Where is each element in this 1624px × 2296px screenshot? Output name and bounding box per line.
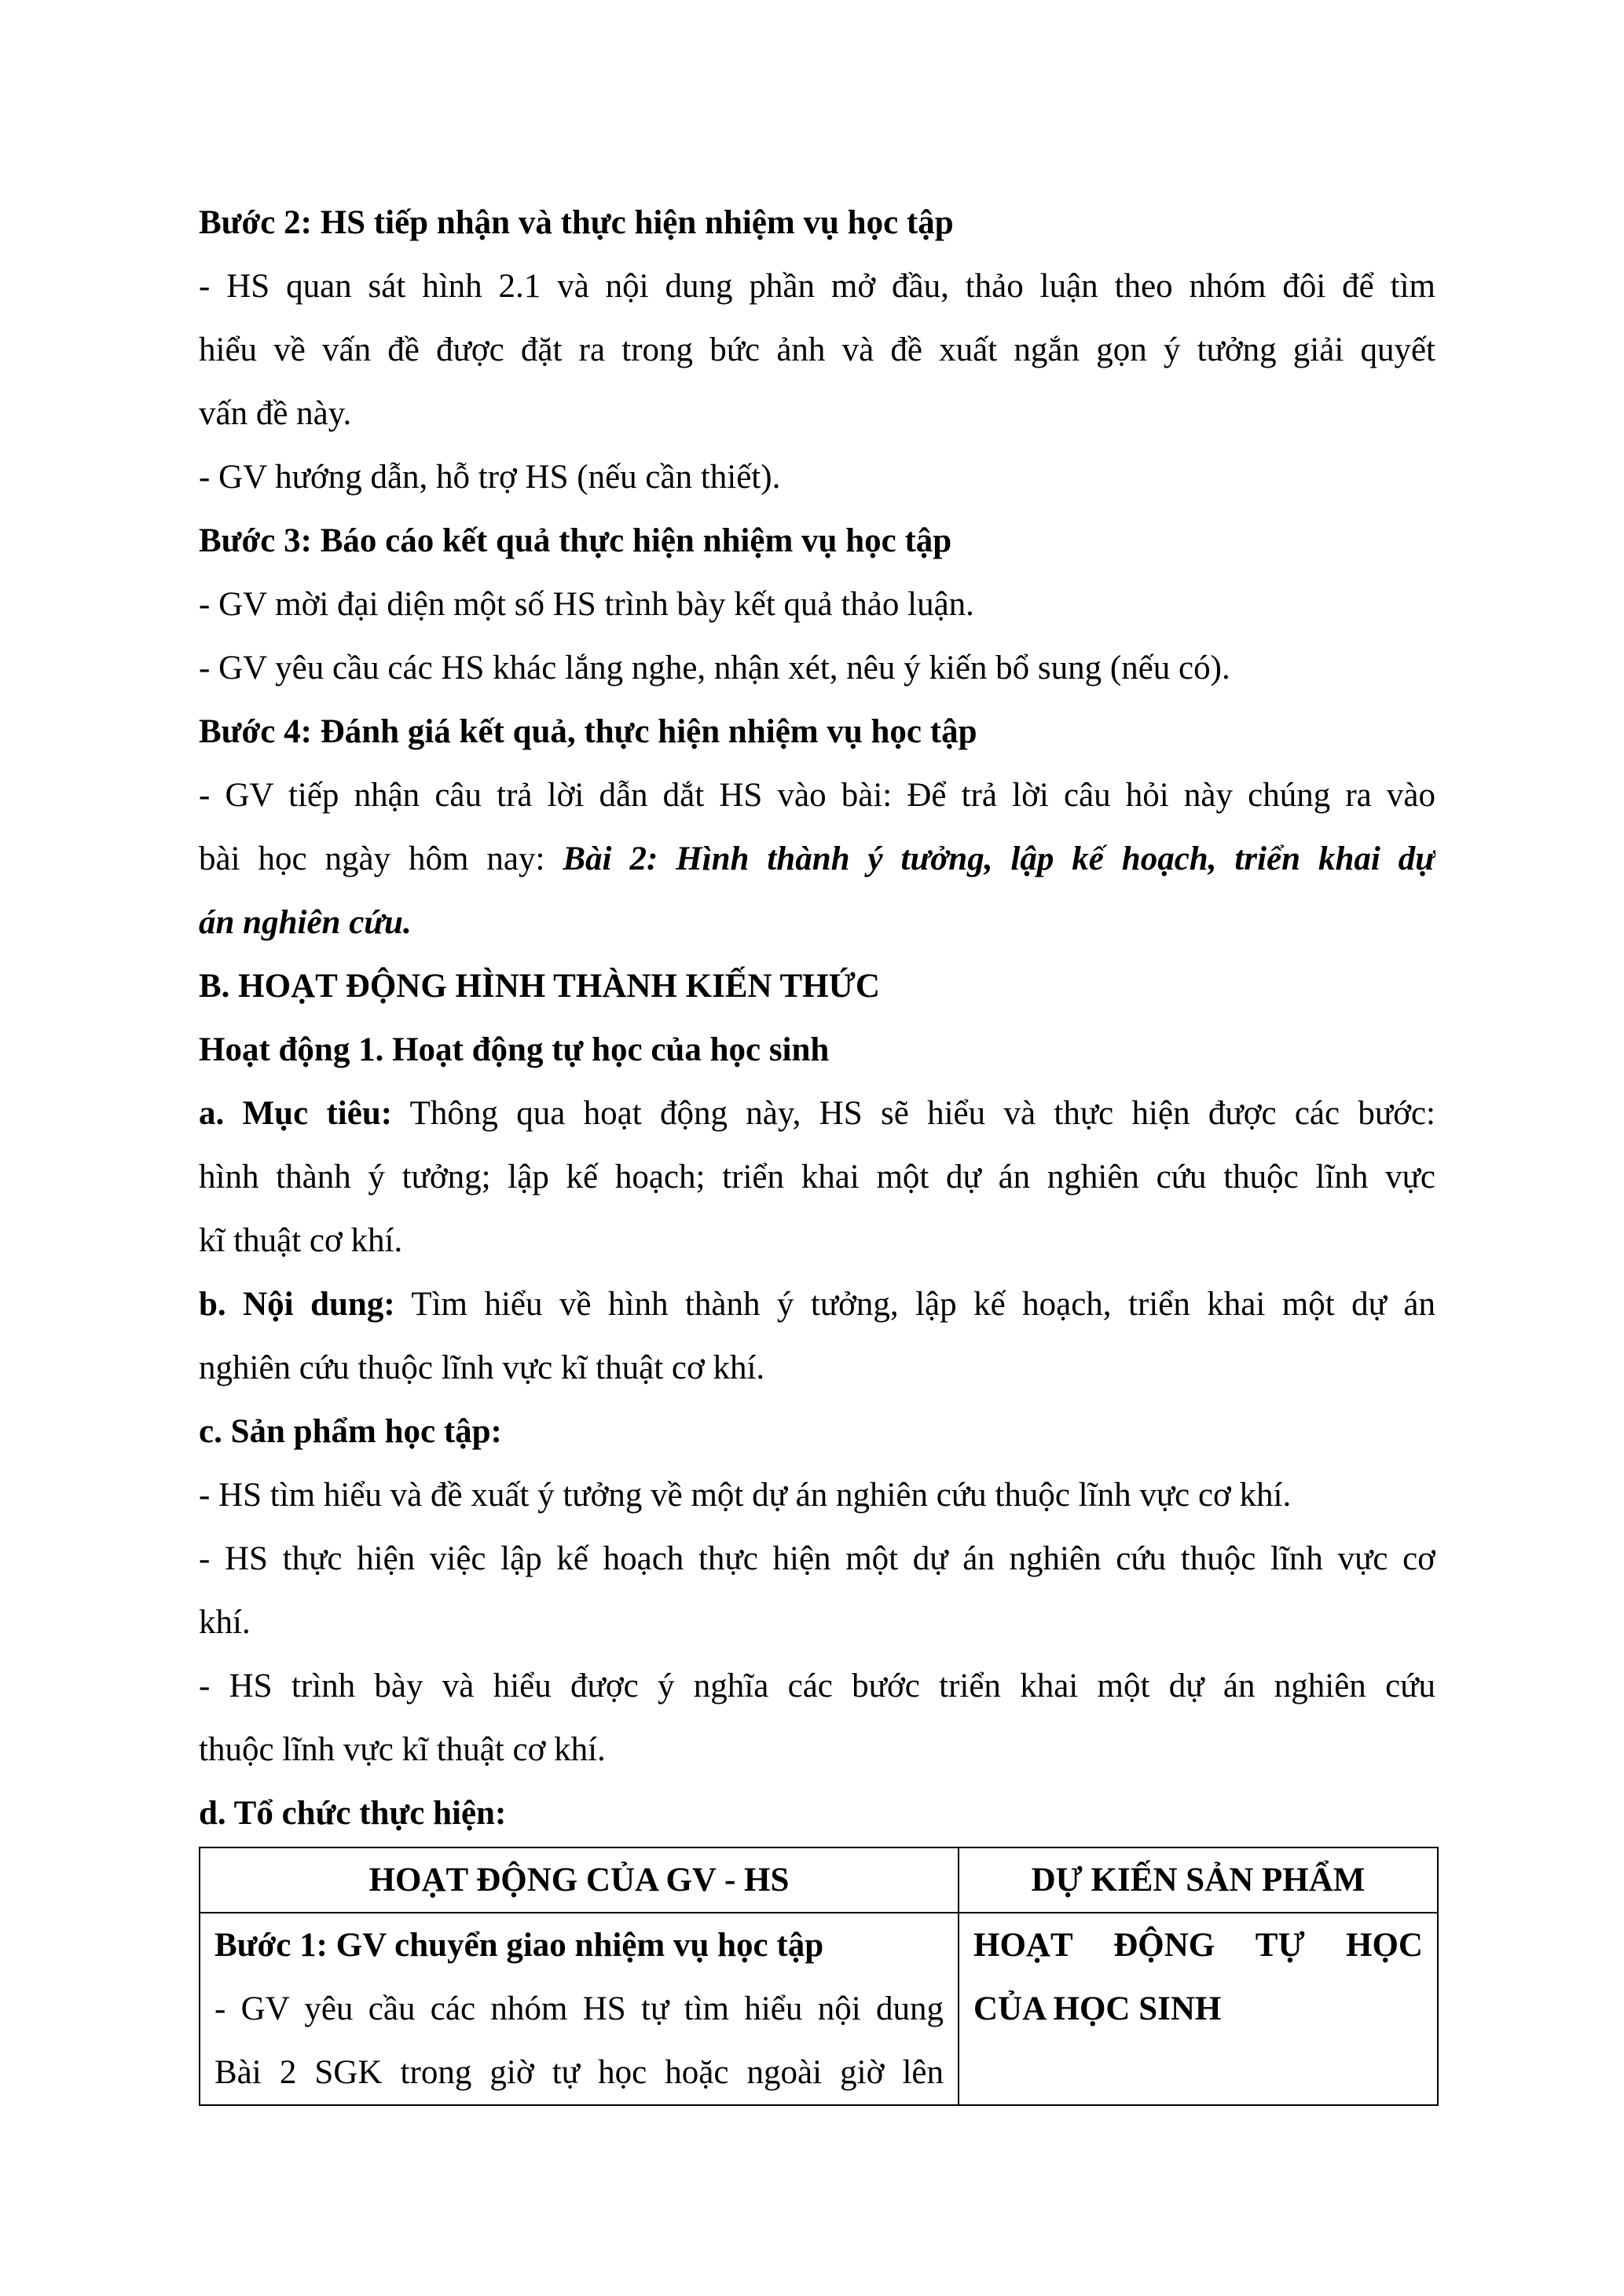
product-line-2: - HS thực hiện việc lập kế hoạch thực hiện một dự án nghiên cứu thuộc lĩnh vực cơ — [199, 1540, 1435, 1577]
step2-line-3: vấn đề này. — [199, 395, 352, 432]
lesson-title-part-2: án nghiên cứu. — [199, 904, 412, 941]
goal-line-2: hình thành ý tưởng; lập kế hoạch; triển khai một dự án nghiên cứu thuộc lĩnh vực — [199, 1159, 1435, 1196]
table-header-activity: HOẠT ĐỘNG CỦA GV - HS — [200, 1847, 959, 1913]
section-b-heading: B. HOẠT ĐỘNG HÌNH THÀNH KIẾN THỨC — [199, 968, 880, 1005]
lesson-title-part-1: Bài 2: Hình thành ý tưởng, lập kế hoạch, triển khai dự — [563, 840, 1435, 877]
step3-line-1: - GV mời đại diện một số HS trình bày kết quả thảo luận. — [199, 586, 974, 623]
content-label: b. Nội dung: — [199, 1286, 395, 1323]
step3-heading: Bước 3: Báo cáo kết quả thực hiện nhiệm vụ học tập — [199, 522, 952, 559]
step4-heading: Bước 4: Đánh giá kết quả, thực hiện nhiệm vụ học tập — [199, 713, 977, 750]
table-step1-line-1: - GV yêu cầu các nhóm HS tự tìm hiểu nội dung — [214, 1990, 944, 2027]
activity-1-heading: Hoạt động 1. Hoạt động tự học của học sinh — [199, 1031, 830, 1068]
step4-line-2-plain: bài học ngày hôm nay: — [199, 840, 563, 877]
goal-text-1: Thông qua hoạt động này, HS sẽ hiểu và thực hiện được các bước: — [392, 1095, 1435, 1132]
product-line-3: khí. — [199, 1604, 251, 1641]
goal-line-1 — [199, 1082, 1435, 1145]
product-label: c. Sản phẩm học tập: — [199, 1413, 502, 1450]
table-header-product: DỰ KIẾN SẢN PHẨM — [959, 1847, 1438, 1913]
table-step1-line-2: Bài 2 SGK trong giờ tự học hoặc ngoài giờ lên — [214, 2054, 944, 2091]
table-step1-heading: Bước 1: GV chuyển giao nhiệm vụ học tập — [214, 1927, 824, 1964]
goal-label: a. Mục tiêu: — [199, 1095, 393, 1132]
goal-line-3: kĩ thuật cơ khí. — [199, 1222, 403, 1259]
org-label: d. Tổ chức thực hiện: — [199, 1795, 507, 1832]
product-line-4: - HS trình bày và hiểu được ý nghĩa các bước triển khai một dự án nghiên cứu — [199, 1668, 1435, 1705]
table-product-line-2: CỦA HỌC SINH — [973, 1990, 1222, 2027]
step3-line-2: - GV yêu cầu các HS khác lắng nghe, nhận xét, nêu ý kiến bổ sung (nếu có). — [199, 650, 1230, 687]
content-line-1 — [199, 1273, 1435, 1336]
product-line-5: thuộc lĩnh vực kĩ thuật cơ khí. — [199, 1731, 606, 1768]
table-product-line-1: HOẠT ĐỘNG TỰ HỌC — [973, 1927, 1423, 1964]
activity-table — [199, 1847, 1439, 2106]
table-header-row — [200, 1847, 1438, 1913]
table-row — [200, 1913, 1438, 2105]
document-page — [199, 191, 1435, 2106]
step2-line-4: - GV hướng dẫn, hỗ trợ HS (nếu cần thiết). — [199, 459, 781, 496]
table-cell-activity — [200, 1913, 959, 2105]
step4-line-1: - GV tiếp nhận câu trả lời dẫn dắt HS vào bài: Để trả lời câu hỏi này chúng ra vào — [199, 777, 1435, 814]
step2-heading: Bước 2: HS tiếp nhận và thực hiện nhiệm vụ học tập — [199, 204, 954, 241]
content-line-2: nghiên cứu thuộc lĩnh vực kĩ thuật cơ khí. — [199, 1349, 765, 1386]
step2-line-2: hiểu về vấn đề được đặt ra trong bức ảnh và đề xuất ngắn gọn ý tưởng giải quyết — [199, 331, 1435, 368]
step2-line-1: - HS quan sát hình 2.1 và nội dung phần mở đầu, thảo luận theo nhóm đôi để tìm — [199, 268, 1435, 305]
content-text-1: Tìm hiểu về hình thành ý tưởng, lập kế hoạch, triển khai một dự án — [394, 1286, 1435, 1323]
product-line-1: - HS tìm hiểu và đề xuất ý tưởng về một dự án nghiên cứu thuộc lĩnh vực cơ khí. — [199, 1477, 1292, 1514]
step4-line-2 — [199, 827, 1435, 891]
table-cell-product — [959, 1913, 1438, 2105]
